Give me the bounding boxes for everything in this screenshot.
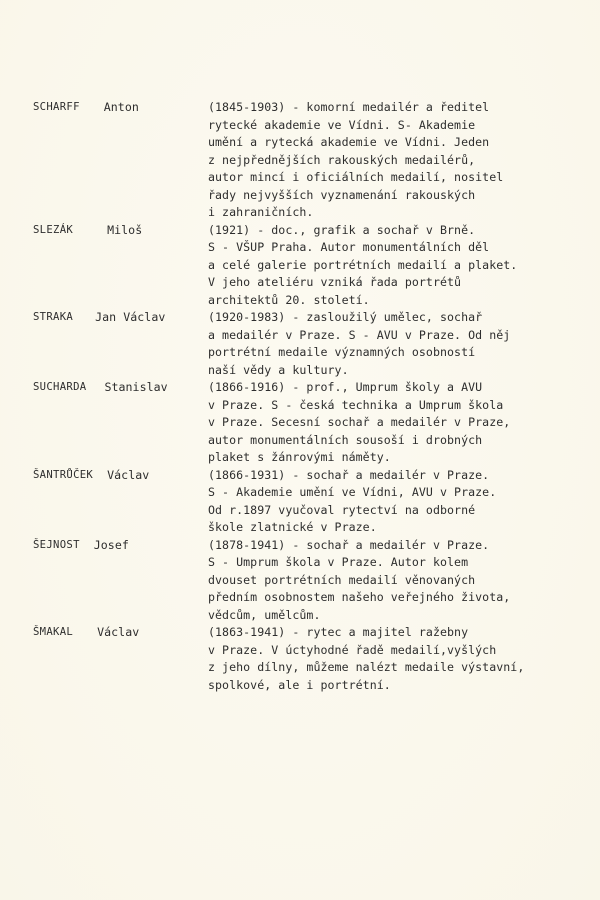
entry-scharff: [33, 99, 573, 222]
firstname: Anton: [103, 100, 139, 114]
entry-description: [208, 99, 573, 222]
firstname: Václav: [97, 625, 140, 639]
description-line: v Praze. Secesní sochař a medailér v Praze,: [208, 415, 511, 429]
description-line: dvouset portrétních medailí věnovaných: [208, 572, 476, 587]
surname: ŠEJNOST: [33, 538, 80, 551]
entry-slezak: [33, 222, 573, 310]
description-line: (1863-1941) - rytec a majitel ražebny: [208, 625, 469, 639]
entry-name: [33, 222, 208, 240]
surname: ŠANTRŮČEK: [33, 468, 94, 481]
entry-description: [208, 222, 573, 310]
description-line: plaket s žánrovými náměty.: [208, 450, 391, 464]
description-line: řady nejvyšších vyznamenání rakouských: [208, 187, 476, 202]
description-line: (1878-1941) - sochař a medailér v Praze.: [208, 537, 490, 552]
entry-description: [208, 624, 573, 694]
description-line: z nejpřednějších rakouských medailérů,: [208, 152, 476, 167]
description-line: vědcům, umělcům.: [208, 607, 321, 622]
description-line: a medailér v Praze. S - AVU v Praze. Od něj: [208, 327, 511, 342]
description-line: v Praze. V úctyhodné řadě medailí,vyšlých: [208, 642, 497, 657]
entry-name: [33, 537, 208, 555]
surname: SCHARFF: [33, 101, 80, 113]
entry-description: [208, 467, 573, 537]
entry-name: [33, 99, 208, 117]
entry-name: [33, 309, 208, 327]
artist-entries-list: [33, 99, 573, 694]
description-line: (1920-1983) - zasloužilý umělec, sochař: [208, 310, 483, 324]
description-line: autor mincí i oficiálních medailí, nositel: [208, 170, 504, 184]
entry-santrucek: [33, 467, 573, 537]
entry-name: [33, 624, 208, 642]
description-line: S - Umprum škola v Praze. Autor kolem: [208, 555, 469, 569]
surname: ŠMAKAL: [33, 626, 74, 638]
description-line: V jeho ateliéru vzniká řada portrétů: [208, 275, 462, 289]
description-line: S - VŠUP Praha. Autor monumentálních děl: [208, 240, 490, 254]
description-line: a celé galerie portrétních medailí a plaket.: [208, 257, 518, 272]
description-line: umění a rytecká akademie ve Vídni. Jeden: [208, 135, 490, 149]
description-line: naší vědy a kultury.: [208, 362, 349, 377]
surname: SUCHARDA: [33, 381, 87, 393]
entry-smakal: [33, 624, 573, 694]
firstname: Josef: [93, 537, 129, 552]
entry-sejnost: [33, 537, 573, 625]
description-line: (1866-1916) - prof., Umprum školy a AVU: [208, 380, 483, 394]
description-line: architektů 20. století.: [208, 292, 370, 307]
entry-description: [208, 537, 573, 625]
description-line: (1866-1931) - sochař a medailér v Praze.: [208, 467, 490, 482]
description-line: Od r.1897 vyučoval rytectví na odborné: [208, 502, 476, 517]
entry-description: [208, 309, 573, 379]
entry-straka: [33, 309, 573, 379]
description-line: i zahraničních.: [208, 205, 314, 219]
entry-name: [33, 379, 208, 397]
firstname: Václav: [107, 467, 150, 482]
description-line: (1845-1903) - komorní medailér a ředitel: [208, 100, 490, 114]
description-line: autor monumentálních sousoší i drobných: [208, 432, 483, 447]
description-line: z jeho dílny, můžeme nalézt medaile výstavní,: [208, 660, 525, 674]
description-line: portrétní medaile významných osobností: [208, 345, 476, 359]
firstname: Stanislav: [104, 380, 168, 394]
description-line: spolkové, ale i portrétní.: [208, 677, 391, 692]
entry-sucharda: [33, 379, 573, 467]
description-line: (1921) - doc., grafik a sochař v Brně.: [208, 222, 476, 237]
description-line: v Praze. S - česká technika a Umprum škola: [208, 397, 504, 412]
description-line: rytecké akademie ve Vídni. S- Akademie: [208, 117, 476, 132]
surname: SLEZÁK: [33, 223, 74, 236]
description-line: škole zlatnické v Praze.: [208, 520, 377, 534]
entry-name: [33, 467, 208, 485]
entry-description: [208, 379, 573, 467]
description-line: S - Akademie umění ve Vídni, AVU v Praze.: [208, 485, 497, 499]
description-line: předním osobnostem našeho veřejného života,: [208, 590, 511, 604]
surname: STRAKA: [33, 311, 74, 323]
firstname: Miloš: [107, 222, 143, 237]
firstname: Jan Václav: [95, 310, 166, 324]
